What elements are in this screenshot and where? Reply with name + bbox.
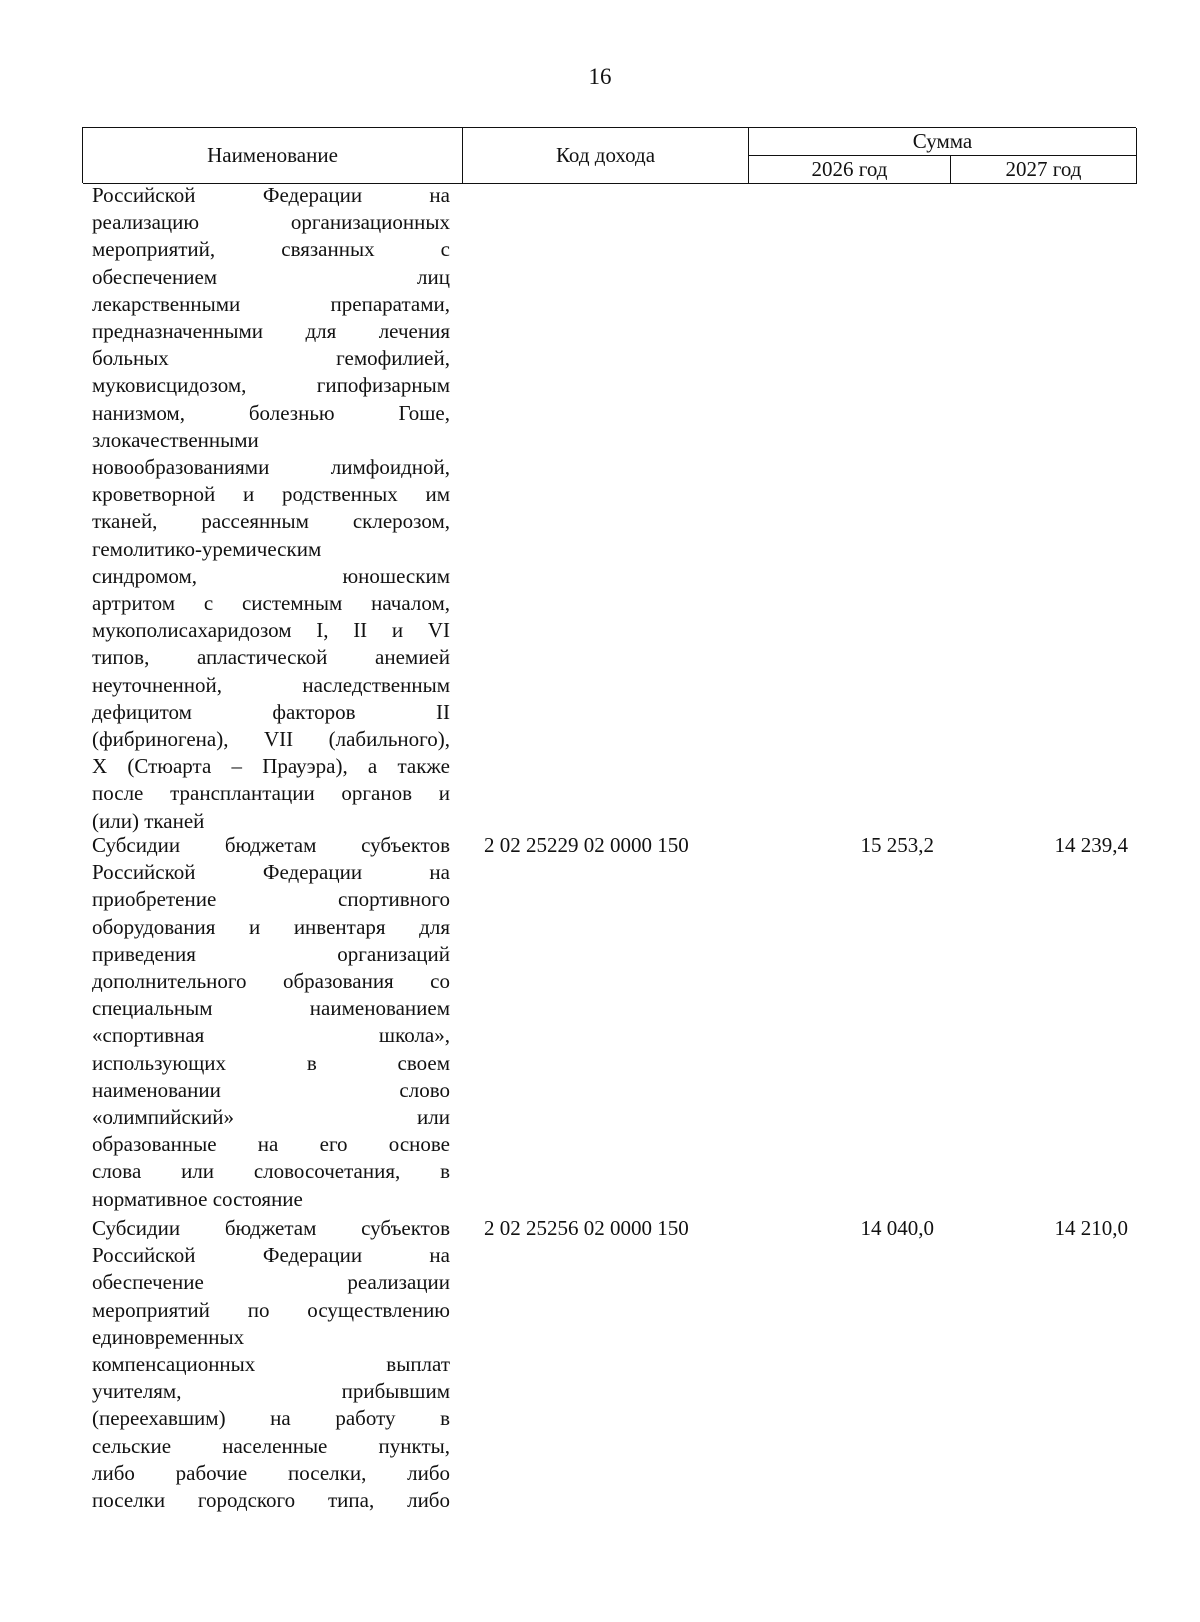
row-name-line: нанизмом, болезнью Гоше, (92, 400, 450, 425)
row-name-line: Субсидии бюджетам субъектов (92, 1216, 450, 1240)
row-code: 2 02 25229 02 0000 150 (484, 833, 689, 857)
row-name-line: мероприятий по осуществлению (92, 1297, 450, 1322)
row-name-line: компенсационных выплат (92, 1352, 450, 1377)
row-name-line: типов, апластической анемией (92, 645, 450, 670)
row-name (92, 832, 450, 1213)
row-name-line: наименовании слово (92, 1077, 450, 1102)
row-name-line: больных гемофилией, (92, 346, 450, 371)
row-name-line: новообразованиями лимфоидной, (92, 455, 450, 480)
row-name-line: слова или словосочетания, в (92, 1159, 450, 1184)
row-name-line: приобретение спортивного (92, 887, 450, 912)
row-name-line: Российской Федерации на (92, 860, 450, 885)
column-header-code: Код дохода (463, 128, 749, 184)
row-name-line: лекарственными препаратами, (92, 291, 450, 316)
row-name-line: либо рабочие поселки, либо (92, 1460, 450, 1485)
row-code: 2 02 25256 02 0000 150 (484, 1216, 689, 1240)
row-name-line: обеспечением лиц (92, 264, 450, 289)
row-name-line: X (Стюарта – Прауэра), а также (92, 754, 450, 779)
row-amount-2027: 14 210,0 (1054, 1216, 1128, 1240)
row-name-line: сельские населенные пункты, (92, 1433, 450, 1458)
row-name-line: Российской Федерации на (92, 183, 450, 207)
row-name-line: «спортивная школа», (92, 1023, 450, 1048)
row-name-line: кроветворной и родственных им (92, 482, 450, 507)
row-name-line: оборудования и инвентаря для (92, 914, 450, 939)
column-header-name: Наименование (83, 128, 463, 184)
page-number: 16 (588, 64, 612, 89)
row-name (92, 1215, 450, 1514)
row-name-line: тканей, рассеянным склерозом, (92, 509, 450, 534)
row-name-line: синдромом, юношеским (92, 563, 450, 588)
row-name-line: нормативное состояние (92, 1186, 303, 1211)
row-name-line: (фибриногена), VII (лабильного), (92, 727, 450, 752)
row-name (92, 182, 450, 835)
row-name-line: специальным наименованием (92, 996, 450, 1021)
column-header-2027: 2027 год (951, 156, 1137, 184)
row-name-line: мероприятий, связанных с (92, 237, 450, 262)
row-name-line: реализацию организационных (92, 210, 450, 235)
row-name-line: неуточненной, наследственным (92, 672, 450, 697)
row-amount-2026: 14 040,0 (860, 1216, 934, 1240)
row-name-line: после трансплантации органов и (92, 781, 450, 806)
row-name-line: обеспечение реализации (92, 1270, 450, 1295)
row-name-line: учителям, прибывшим (92, 1379, 450, 1404)
column-header-sum: Сумма (749, 128, 1137, 156)
row-name-line: единовременных (92, 1324, 245, 1349)
column-header-2026: 2026 год (749, 156, 951, 184)
row-name-line: гемолитико-уремическим (92, 536, 322, 561)
row-amount-2027: 14 239,4 (1054, 833, 1128, 857)
row-name-line: артритом с системным началом, (92, 591, 450, 616)
row-name-line: «олимпийский» или (92, 1105, 450, 1130)
row-name-line: злокачественными (92, 427, 259, 452)
row-name-line: Российской Федерации на (92, 1243, 450, 1268)
row-name-line: предназначенными для лечения (92, 319, 450, 344)
row-name-line: (или) тканей (92, 808, 205, 833)
row-name-line: дефицитом факторов II (92, 699, 450, 724)
row-amount-2026: 15 253,2 (860, 833, 934, 857)
row-name-line: использующих в своем (92, 1050, 450, 1075)
row-name-line: (переехавшим) на работу в (92, 1406, 450, 1431)
row-name-line: приведения организаций (92, 941, 450, 966)
row-name-line: дополнительного образования со (92, 969, 450, 994)
row-name-line: поселки городского типа, либо (92, 1488, 450, 1513)
row-name-line: Субсидии бюджетам субъектов (92, 833, 450, 857)
table-header (82, 127, 1136, 183)
row-name-line: образованные на его основе (92, 1132, 450, 1157)
row-name-line: мукополисахаридозом I, II и VI (92, 618, 450, 643)
row-name-line: муковисцидозом, гипофизарным (92, 373, 450, 398)
